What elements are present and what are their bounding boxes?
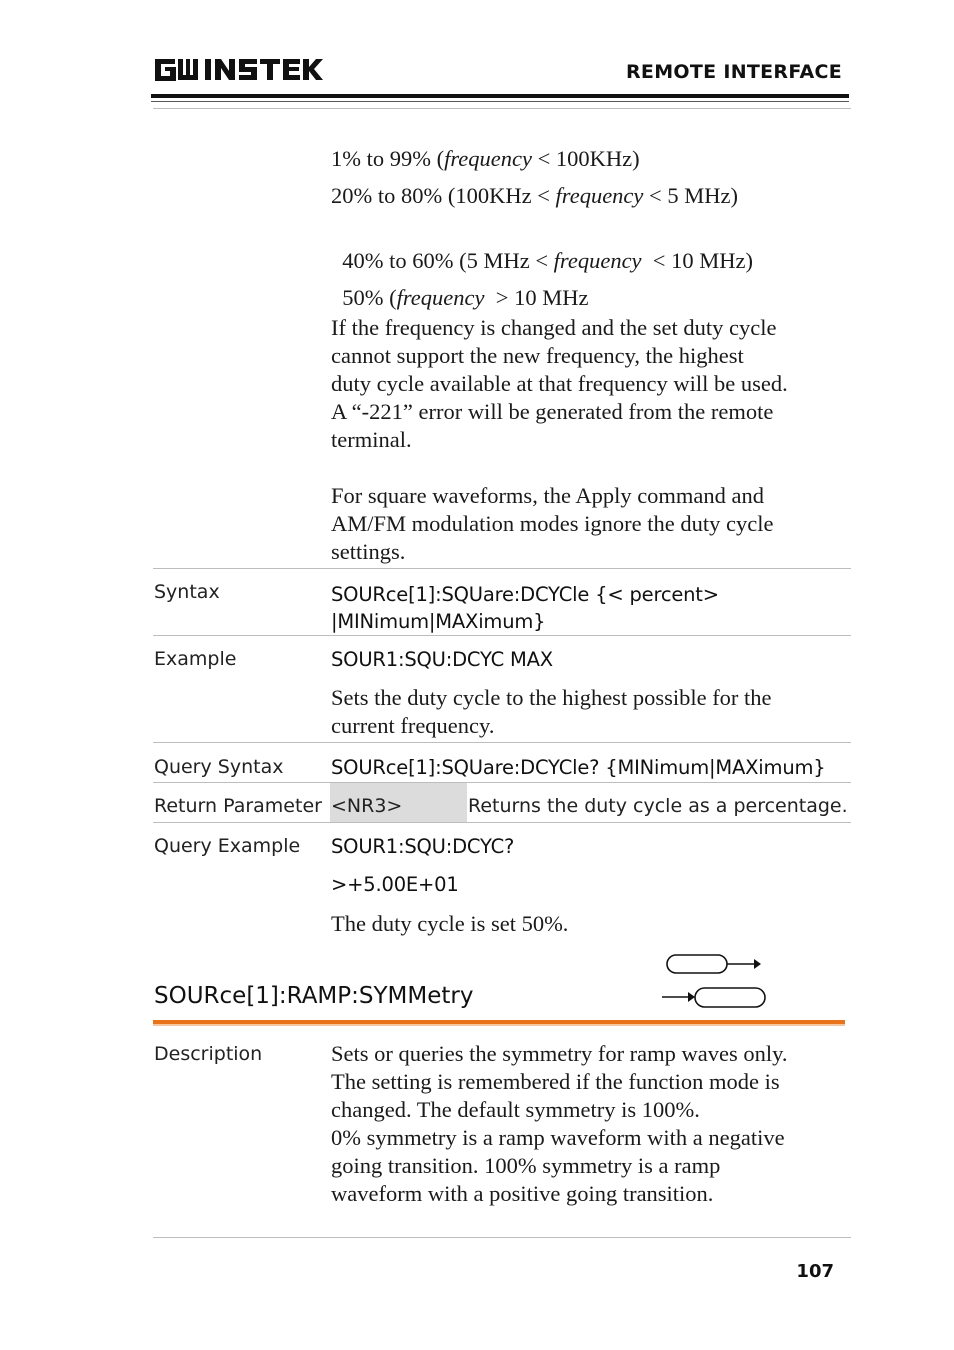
paragraph-square-waveforms [331, 482, 773, 566]
divider-syntax [153, 568, 851, 569]
syntax-value [331, 581, 719, 635]
query-example-response: >+5.00E+01 [331, 873, 459, 896]
query-example-label: Query Example [154, 835, 301, 857]
paragraph-frequency-change [331, 314, 788, 454]
gw-instek-logo-icon [153, 55, 325, 85]
description-line: 0% symmetry is a ramp waveform with a negative [331, 1125, 785, 1150]
duty-range-4 [331, 256, 588, 312]
description-line: The setting is remembered if the function mode is [331, 1069, 780, 1094]
description-text [331, 1040, 788, 1208]
duty-range-3-post: < 10 MHz) [641, 248, 753, 273]
section-heading-underline-shadow [153, 1024, 845, 1026]
duty-range-1-var: frequency [444, 146, 532, 171]
duty-range-2-post: < 5 MHz) [643, 183, 738, 208]
duty-range-3-var: frequency [553, 248, 642, 273]
top-divider [153, 108, 851, 109]
page-number: 107 [796, 1261, 834, 1282]
duty-range-2-pre: 20% to 80% (100KHz < [331, 183, 556, 208]
duty-range-1-post: < 100KHz) [531, 146, 640, 171]
header-rule-thin [151, 101, 849, 102]
para1-line: duty cycle available at that frequency will be used. [331, 371, 788, 396]
divider-example [153, 635, 851, 636]
duty-range-4-var: frequency [396, 285, 485, 310]
divider-query-example [153, 822, 851, 823]
para2-line: AM/FM modulation modes ignore the duty cycle [331, 511, 774, 536]
footer-divider [153, 1237, 851, 1238]
example-desc-line: current frequency. [331, 713, 495, 738]
duty-range-2 [331, 182, 738, 210]
example-label: Example [154, 648, 237, 670]
divider-return-parameter [153, 782, 851, 783]
description-line: changed. The default symmetry is 100%. [331, 1097, 700, 1122]
brand-logo [153, 55, 325, 85]
description-line: Sets or queries the symmetry for ramp waves only. [331, 1041, 788, 1066]
header-rule-thick [151, 94, 849, 98]
syntax-line: SOURce[1]:SQUare:DCYCle {< percent> [331, 583, 719, 606]
return-parameter-label: Return Parameter [154, 795, 322, 817]
example-description [331, 684, 772, 740]
para2-line: settings. [331, 539, 406, 564]
header-section-title: REMOTE INTERFACE [626, 61, 842, 83]
query-syntax-value: SOURce[1]:SQUare:DCYCle? {MINimum|MAXimum} [331, 756, 826, 779]
example-desc-line: Sets the duty cycle to the highest possible for the [331, 685, 772, 710]
section-heading: SOURce[1]:RAMP:SYMMetry [154, 983, 474, 1009]
para2-line: For square waveforms, the Apply command and [331, 483, 765, 508]
para1-line: If the frequency is changed and the set duty cycle [331, 315, 777, 340]
para1-line: A “-221” error will be generated from the remote [331, 399, 774, 424]
duty-range-2-var: frequency [555, 183, 644, 208]
query-example-description: The duty cycle is set 50%. [331, 911, 569, 936]
duty-range-1-pre: 1% to 99% ( [331, 146, 445, 171]
return-description: Returns the duty cycle as a percentage. [468, 795, 848, 817]
return-type: <NR3> [331, 795, 403, 817]
duty-range-4-pre: 50% ( [342, 285, 397, 310]
description-line: waveform with a positive going transition. [331, 1181, 714, 1206]
para1-line: cannot support the new frequency, the highest [331, 343, 744, 368]
query-example-command: SOUR1:SQU:DCYC? [331, 835, 515, 858]
duty-range-1 [331, 145, 640, 173]
example-command: SOUR1:SQU:DCYC MAX [331, 648, 553, 671]
duty-range-4-post: > 10 MHz [484, 285, 589, 310]
query-syntax-label: Query Syntax [154, 756, 284, 778]
divider-query-syntax [153, 742, 851, 743]
syntax-line: |MINimum|MAXimum} [331, 610, 546, 633]
duty-range-3-pre: 40% to 60% (5 MHz < [342, 248, 554, 273]
para1-line: terminal. [331, 427, 412, 452]
set-command-icon [660, 952, 770, 1012]
description-label: Description [154, 1043, 263, 1065]
description-line: going transition. 100% symmetry is a ramp [331, 1153, 721, 1178]
syntax-label: Syntax [154, 581, 220, 603]
